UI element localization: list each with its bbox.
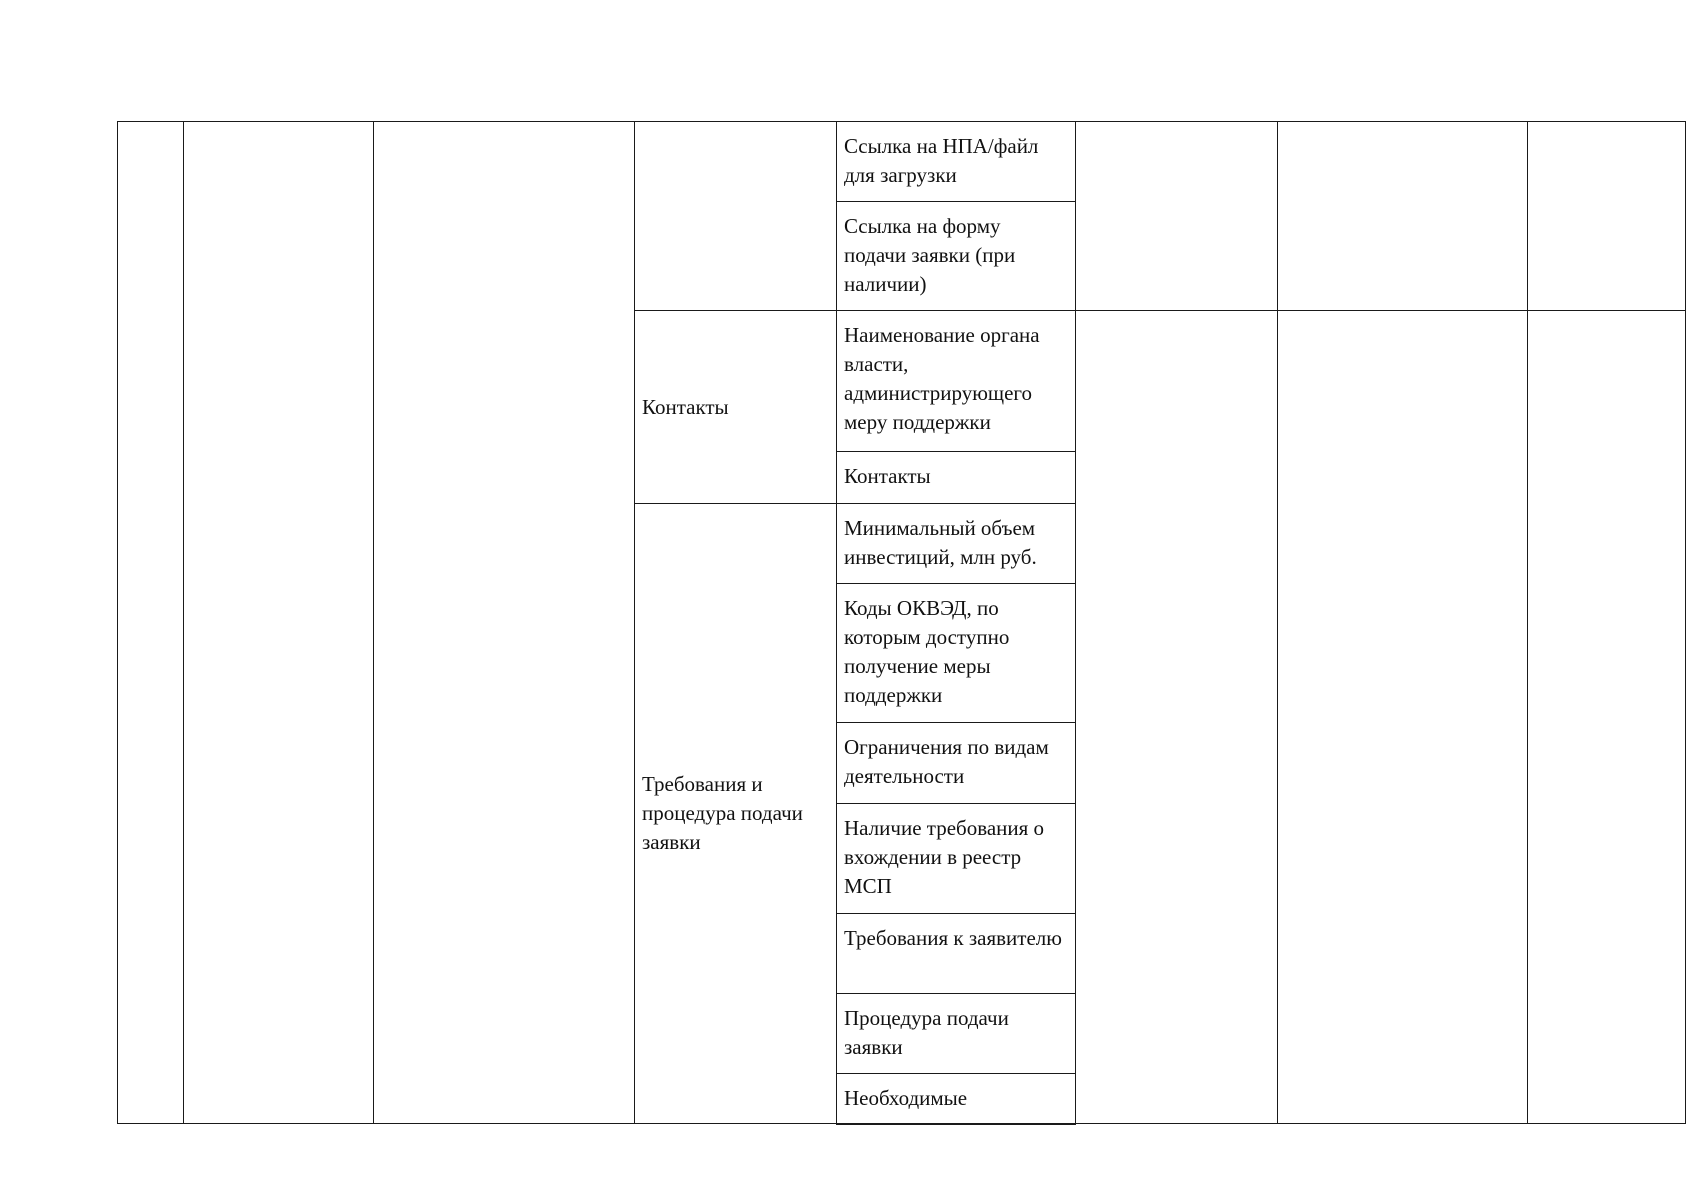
field-cell: Ограничения по видам деятельности: [837, 723, 1076, 804]
field-cell: Требования к заявителю: [837, 914, 1076, 994]
empty-cell: [374, 122, 635, 1124]
field-cell: Коды ОКВЭД, по которым доступно получение меры поддержки: [837, 584, 1076, 723]
value-cell: [1278, 311, 1528, 1124]
field-cell: Ссылка на НПА/файл для загрузки: [837, 122, 1076, 202]
field-cell: Минимальный объем инвестиций, млн руб.: [837, 504, 1076, 584]
index-cell: [118, 122, 184, 1124]
field-cell: Процедура подачи заявки: [837, 994, 1076, 1074]
section-cell: Требования и процедура подачи заявки: [635, 504, 837, 1124]
table-row: [118, 122, 1686, 202]
section-cell: [635, 122, 837, 311]
value-cell: [1528, 311, 1686, 1124]
empty-cell: [184, 122, 374, 1124]
document-table: [117, 121, 1686, 1125]
value-cell: [1278, 122, 1528, 311]
value-cell: [1076, 311, 1278, 1124]
value-cell: [1076, 122, 1278, 311]
section-cell: Контакты: [635, 311, 837, 504]
value-cell: [1528, 122, 1686, 311]
field-cell: Ссылка на форму подачи заявки (при наличии): [837, 202, 1076, 311]
field-cell: Наличие требования о вхождении в реестр МСП: [837, 804, 1076, 914]
field-cell: Контакты: [837, 452, 1076, 504]
field-cell: Необходимые: [837, 1074, 1076, 1124]
field-cell: Наименование органа власти, администрирующего меру поддержки: [837, 311, 1076, 452]
